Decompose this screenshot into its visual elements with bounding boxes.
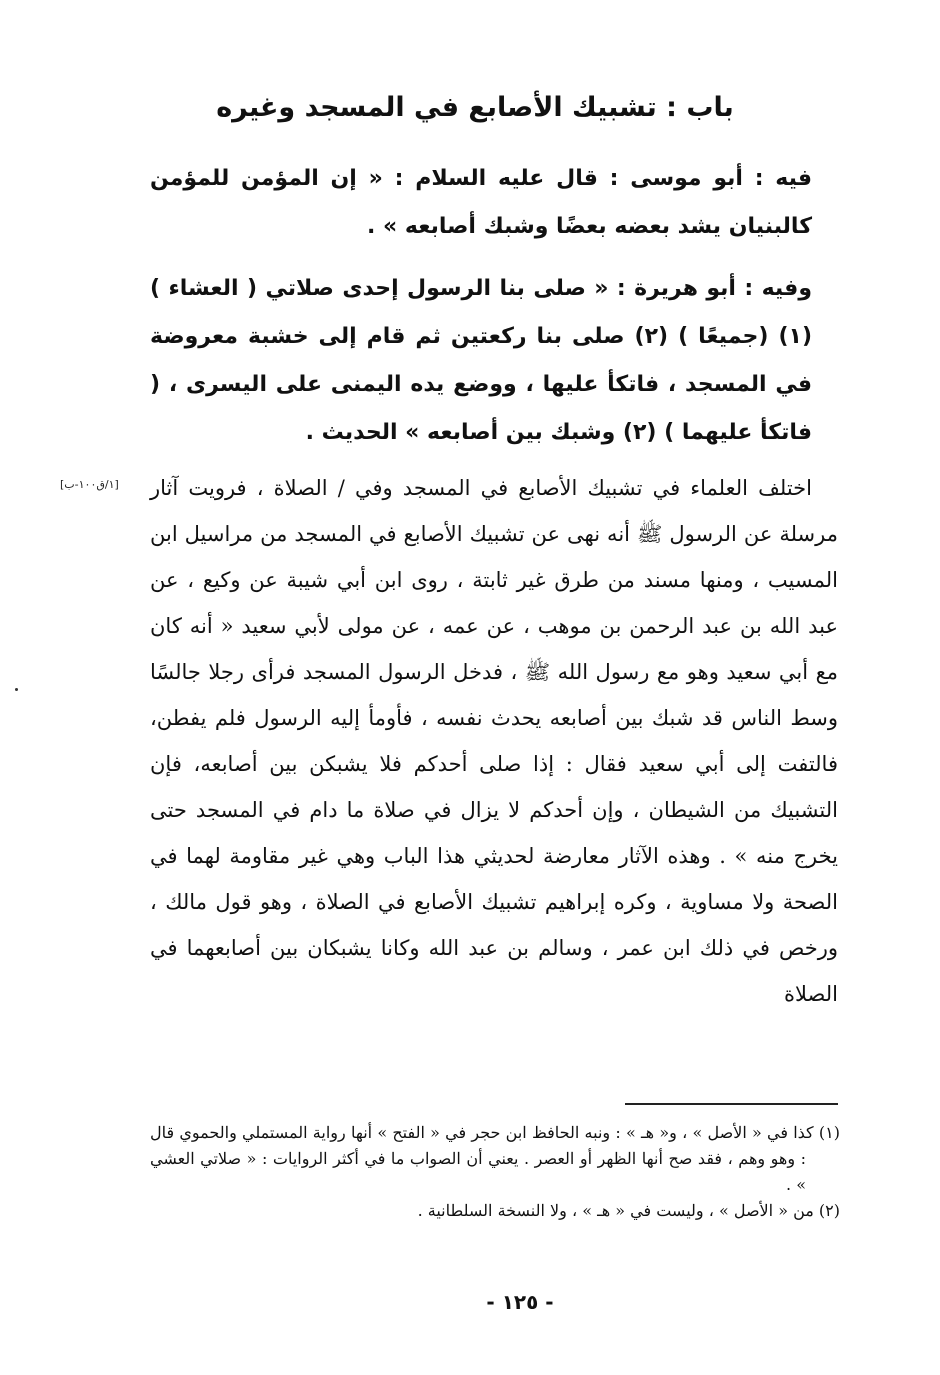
margin-mark	[15, 688, 18, 691]
hadith-abu-musa	[150, 155, 838, 251]
footnote-2: (٢) من « الأصل » ، وليست في « هـ » ، ولا النسخة السلطانية .	[417, 1201, 840, 1220]
hadith-text: فيه : أبو موسى : قال عليه السلام : « إن المؤمن للمؤمن كالبنيان يشد بعضه بعضًا وشبك أصابعه » .	[150, 166, 812, 239]
hadith-abu-hurayra	[150, 265, 838, 457]
footnote-1: (١) كذا في « الأصل » ، و« هـ » : ونبه الحافظ ابن حجر في « الفتح » أنها رواية المستملي والحموي قال : وهو وهم ، فقد صح أنها الظهر أو العصر . يعني أن الصواب ما في أكثر الروايات : « صلاتي العشي » .	[150, 1123, 840, 1194]
page-number: - ١٢٥ -	[486, 1290, 554, 1314]
commentary-body	[150, 465, 838, 1017]
footnotes	[150, 1120, 840, 1224]
hadith-text: وفيه : أبو هريرة : « صلى بنا الرسول إحدى صلاتي ( العشاء ) (١) (جميعًا ) (٢) صلى بنا ركعتين ثم قام إلى خشبة معروضة في المسجد ، فاتكأ عليها ، ووضع يده اليمنى على اليسرى ، ( فاتكأ عليهما ) (٢) وشبك بين أصابعه » الحديث .	[150, 276, 813, 445]
manuscript-folio-reference: [١/ق١٠٠-ب]	[60, 478, 119, 491]
chapter-title: باب : تشبيك الأصابع في المسجد وغيره	[216, 92, 734, 123]
footnote-divider	[625, 1103, 838, 1105]
commentary-paragraph: اختلف العلماء في تشبيك الأصابع في المسجد وفي / الصلاة ، فرويت آثار مرسلة عن الرسول ﷺ أنه نهى عن تشبيك الأصابع في المسجد من مراسيل ابن المسيب ، ومنها مسند من طرق غير ثابتة ، روى ابن أبي شيبة عن وكيع ، عن عبد الله بن عبد الرحمن بن موهب ، عن عمه ، عن مولى لأبي سعيد « أنه كان مع أبي سعيد وهو مع رسول الله ﷺ ، فدخل الرسول المسجد فرأى رجلا جالسًا وسط الناس قد شبك بين أصابعه يحدث نفسه ، فأومأ إليه الرسول فلم يفطن، فالتفت إلى أبي سعيد فقال : إذا صلى أحدكم فلا يشبكن بين أصابعه، فإن التشبيك من الشيطان ، وإن أحدكم لا يزال في صلاة ما دام في المسجد حتى يخرج منه » . وهذه الآثار معارضة لحديثي هذا الباب وهي غير مقاومة لهما في الصحة ولا مساوية ، وكره إبراهيم تشبيك الأصابع في الصلاة ، وهو قول مالك ، ورخص في ذلك ابن عمر ، وسالم بن عبد الله وكانا يشبكان بين أصابعهما في الصلاة	[150, 476, 838, 1006]
